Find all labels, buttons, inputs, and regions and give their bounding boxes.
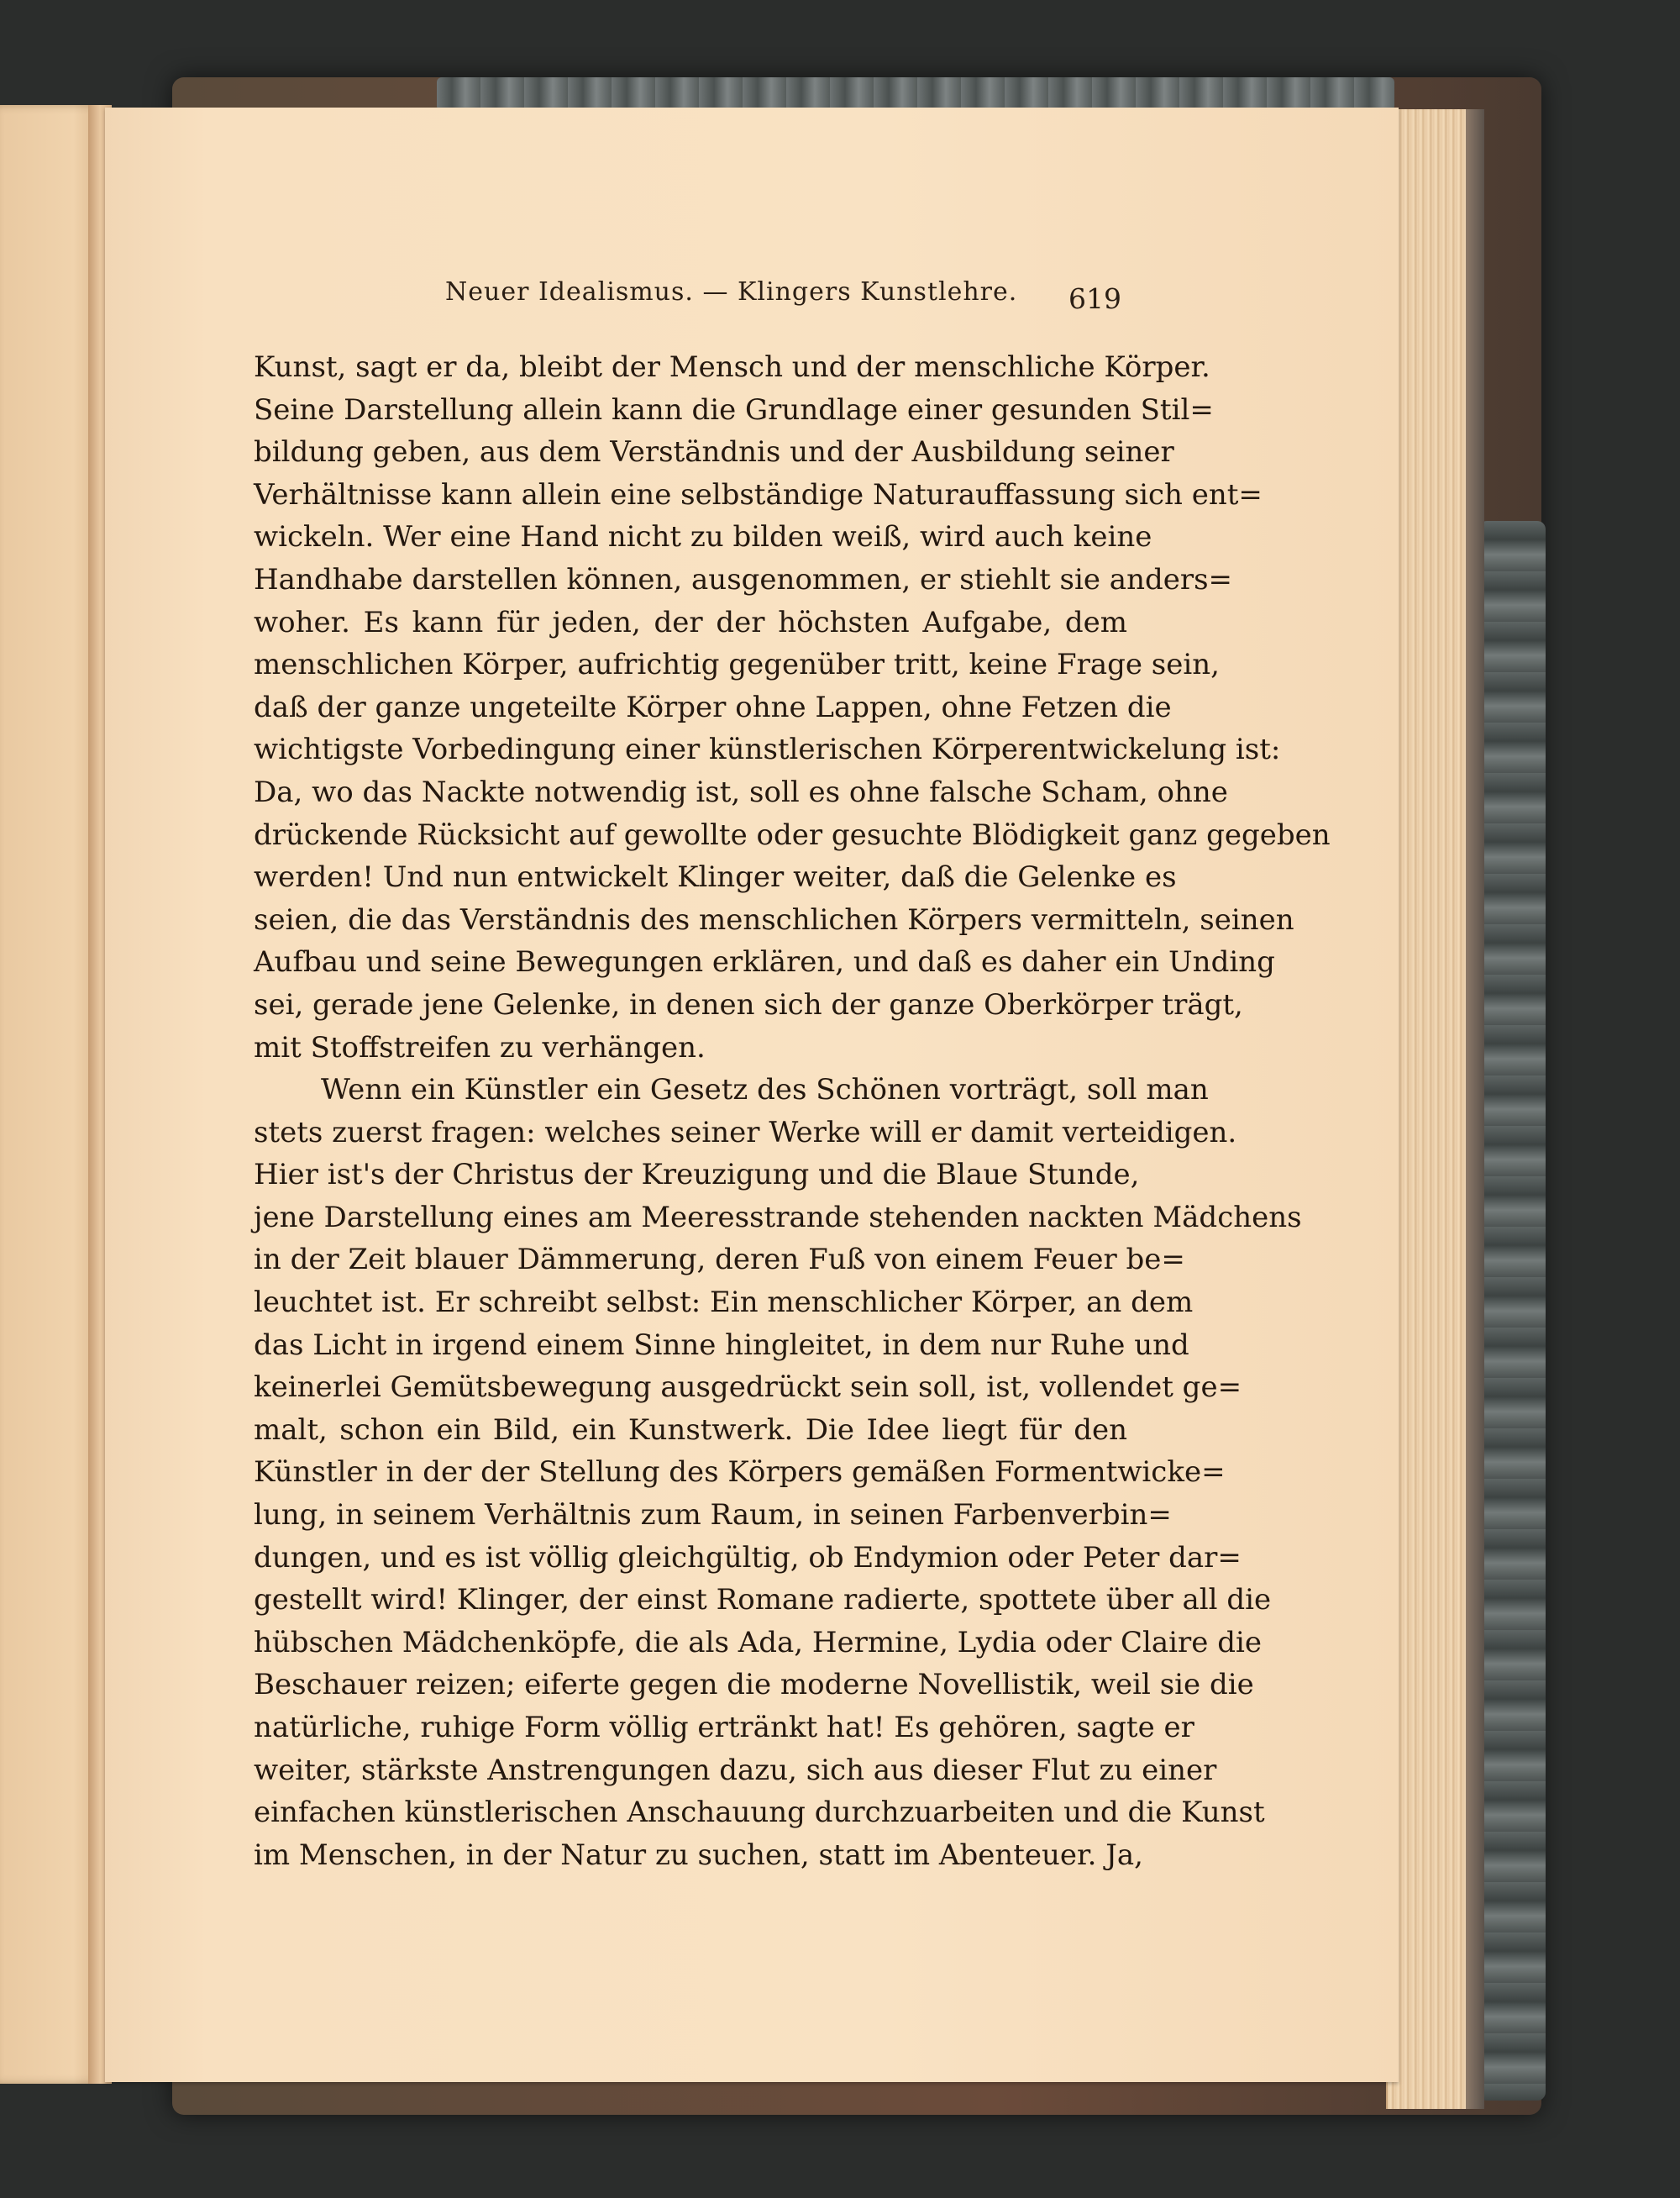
- text-line: mit Stoffstreifen zu verhängen.: [254, 1030, 706, 1065]
- text-line: Wenn ein Künstler ein Gesetz des Schönen vorträgt, soll man: [321, 1073, 1209, 1107]
- text-line: in der Zeit blauer Dämmerung, deren Fuß von einem Feuer be=: [254, 1243, 1185, 1277]
- text-line: werden! Und nun entwickelt Klinger weiter, daß die Gelenke es: [254, 860, 1177, 895]
- text-line: keinerlei Gemütsbewegung ausgedrückt sein soll, ist, vollendet ge=: [254, 1370, 1242, 1405]
- text-line: stets zuerst fragen: welches seiner Werke will er damit verteidigen.: [254, 1115, 1237, 1149]
- text-line: gestellt wird! Klinger, der einst Romane radierte, spottete über all die: [254, 1583, 1272, 1617]
- text-line: seien, die das Verständnis des menschlichen Körpers vermitteln, seinen: [254, 902, 1294, 937]
- text-line: natürliche, ruhige Form völlig ertränkt hat! Es gehören, sagte er: [254, 1711, 1194, 1744]
- text-line: wickeln. Wer eine Hand nicht zu bilden weiß, wird auch keine: [254, 520, 1152, 555]
- text-line: malt, schon ein Bild, ein Kunstwerk. Die Idee liegt für den: [254, 1412, 1127, 1447]
- text-line: Seine Darstellung allein kann die Grundlage einer gesunden Stil=: [254, 392, 1214, 427]
- text-line: Kunst, sagt er da, bleibt der Mensch und der menschliche Körper.: [254, 350, 1210, 384]
- text-line: Handhabe darstellen können, ausgenommen, er stiehlt sie anders=: [254, 562, 1233, 597]
- text-line: daß der ganze ungeteilte Körper ohne Lappen, ohne Fetzen die: [254, 690, 1172, 724]
- text-line: weiter, stärkste Anstrengungen dazu, sich aus dieser Flut zu einer: [254, 1753, 1217, 1787]
- text-line: drückende Rücksicht auf gewollte oder gesuchte Blödigkeit ganz gegeben: [254, 818, 1331, 852]
- text-line: lung, in seinem Verhältnis zum Raum, in seinen Farbenverbin=: [254, 1498, 1172, 1533]
- text-line: menschlichen Körper, aufrichtig gegenüber tritt, keine Frage sein,: [254, 648, 1220, 682]
- text-line: woher. Es kann für jeden, der der höchsten Aufgabe, dem: [254, 605, 1127, 639]
- text-line: Aufbau und seine Bewegungen erklären, und daß es daher ein Unding: [254, 945, 1275, 980]
- cover-marbled-top: [437, 77, 1394, 111]
- text-line: Beschauer reizen; eiferte gegen die moderne Novellistik, weil sie die: [254, 1668, 1254, 1702]
- text-line: hübschen Mädchenköpfe, die als Ada, Hermine, Lydia oder Claire die: [254, 1625, 1262, 1659]
- text-line: im Menschen, in der Natur zu suchen, statt im Abenteuer. Ja,: [254, 1838, 1143, 1872]
- text-line: sei, gerade jene Gelenke, in denen sich der ganze Oberkörper trägt,: [254, 987, 1243, 1022]
- text-line: dungen, und es ist völlig gleichgültig, ob Endymion oder Peter dar=: [254, 1540, 1242, 1575]
- text-line: wichtigste Vorbedingung einer künstlerischen Körperentwickelung ist:: [254, 733, 1281, 767]
- page-stack-shadow: [1466, 109, 1484, 2109]
- text-line: einfachen künstlerischen Anschauung durchzuarbeiten und die Kunst: [254, 1796, 1265, 1830]
- text-line: Verhältnisse kann allein eine selbständige Naturauffassung sich ent=: [254, 477, 1263, 512]
- text-line: Hier ist's der Christus der Kreuzigung und die Blaue Stunde,: [254, 1158, 1140, 1192]
- body-text: [254, 346, 1331, 1876]
- text-line: Da, wo das Nackte notwendig ist, soll es ohne falsche Scham, ohne: [254, 775, 1228, 809]
- text-line: jene Darstellung eines am Meeresstrande stehenden nackten Mädchens: [254, 1200, 1302, 1234]
- running-title: Neuer Idealismus. — Klingers Kunstlehre.: [445, 277, 1018, 307]
- text-line: leuchtet ist. Er schreibt selbst: Ein menschlicher Körper, an dem: [254, 1286, 1194, 1320]
- text-line: Künstler in der der Stellung des Körpers gemäßen Formentwicke=: [254, 1455, 1226, 1490]
- text-line: das Licht in irgend einem Sinne hingleitet, in dem nur Ruhe und: [254, 1328, 1189, 1362]
- text-line: bildung geben, aus dem Verständnis und der Ausbildung seiner: [254, 435, 1174, 470]
- cover-marbled-edge: [1478, 521, 1546, 2101]
- page-number: 619: [1068, 282, 1121, 315]
